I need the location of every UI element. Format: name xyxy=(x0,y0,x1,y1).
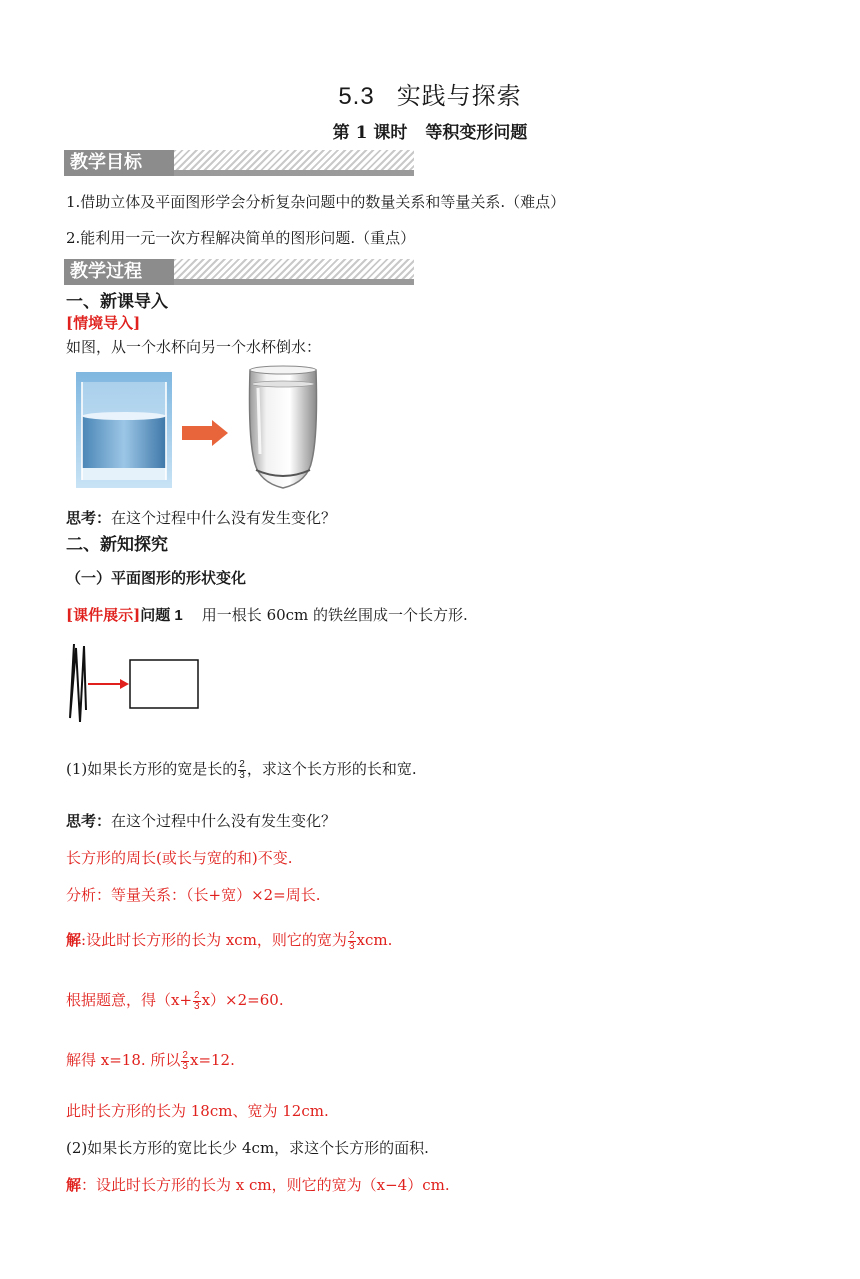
solution-label: 解 xyxy=(66,931,82,949)
lesson-number: 第 1 课时 xyxy=(332,123,408,143)
solution-line-2 xyxy=(66,989,284,1012)
solution-line-1 xyxy=(66,929,392,952)
question-1 xyxy=(66,758,417,781)
part2-subheading: （一）平面图形的形状变化 xyxy=(66,569,247,587)
solution-text: 解得 x=18. 所以 xyxy=(66,1051,181,1069)
solution-text: xcm. xyxy=(356,931,393,949)
courseware-tag: [课件展示] xyxy=(66,606,141,624)
solution-line-3 xyxy=(66,1049,235,1072)
think-2 xyxy=(66,810,336,831)
banner-bar xyxy=(174,279,414,285)
process-banner xyxy=(64,259,414,285)
solution-text: ：设此时长方形的长为 x cm，则它的宽为（x−4）cm. xyxy=(81,1176,450,1194)
think-label: 思考： xyxy=(66,812,112,830)
problem-label: 问题 1 xyxy=(140,607,183,624)
fraction-two-thirds: $\frac{2}{3}$ xyxy=(194,989,200,1012)
lesson-subtitle xyxy=(0,118,860,143)
banner-stripes xyxy=(174,150,414,170)
part2-heading: 二、新知探究 xyxy=(66,535,168,555)
solution-text: :设此时长方形的长为 xcm，则它的宽为 xyxy=(81,931,347,949)
think-text: 在这个过程中什么没有发生变化？ xyxy=(111,812,337,830)
solution-line-4: 此时长方形的长为 18cm、宽为 12cm. xyxy=(66,1102,329,1120)
answer-text: 长方形的周长(或长与宽的和)不变. xyxy=(66,849,293,867)
problem-1 xyxy=(66,604,468,625)
process-banner-label: 教学过程 xyxy=(64,259,174,285)
think-label: 思考： xyxy=(66,509,112,527)
q1-text-end: ，求这个长方形的长和宽. xyxy=(246,760,417,778)
solution-line-5 xyxy=(66,1174,450,1195)
question-2: (2)如果长方形的宽比长少 4cm，求这个长方形的面积. xyxy=(66,1139,429,1157)
part1-heading: 一、新课导入 xyxy=(66,292,168,312)
section-title: 实践与探索 xyxy=(396,82,522,110)
fraction-two-thirds: $\frac{2}{3}$ xyxy=(182,1049,188,1072)
fraction-two-thirds: $\frac{2}{3}$ xyxy=(348,929,355,952)
problem-text: 用一根长 60cm 的铁丝围成一个长方形. xyxy=(201,606,468,624)
think-text: 在这个过程中什么没有发生变化？ xyxy=(111,509,337,527)
goal-item-2: 2.能利用一元一次方程解决简单的图形问题.（重点） xyxy=(66,229,416,247)
q1-text-start: (1)如果长方形的宽是长的 xyxy=(66,760,238,778)
wire-rectangle-diagram xyxy=(66,640,206,726)
goals-banner xyxy=(64,150,414,176)
banner-bar xyxy=(174,170,414,176)
lesson-topic: 等积变形问题 xyxy=(425,123,528,143)
solution-text: x=12. xyxy=(189,1051,235,1069)
solution-label: 解 xyxy=(66,1176,82,1194)
fraction-two-thirds: $\frac{2}{3}$ xyxy=(239,758,245,781)
think-1 xyxy=(66,507,336,528)
scenario-tag: [情境导入] xyxy=(66,314,141,332)
clear-glass-image xyxy=(244,364,322,496)
goal-item-1: 1.借助立体及平面图形学会分析复杂问题中的数量关系和等量关系.（难点） xyxy=(66,193,566,211)
banner-stripes xyxy=(174,259,414,279)
solution-text: x）×2=60. xyxy=(201,991,284,1009)
blue-glass-image xyxy=(76,372,172,488)
goals-banner-label: 教学目标 xyxy=(64,150,174,176)
section-number: 5.3 xyxy=(338,83,375,110)
analysis-text: 分析：等量关系：（长+宽）×2=周长. xyxy=(66,886,321,904)
solution-text: 根据题意，得（x+ xyxy=(66,991,193,1009)
scenario-intro: 如图，从一个水杯向另一个水杯倒水： xyxy=(66,338,322,356)
page-title xyxy=(0,76,860,111)
right-arrow-icon xyxy=(180,420,230,446)
